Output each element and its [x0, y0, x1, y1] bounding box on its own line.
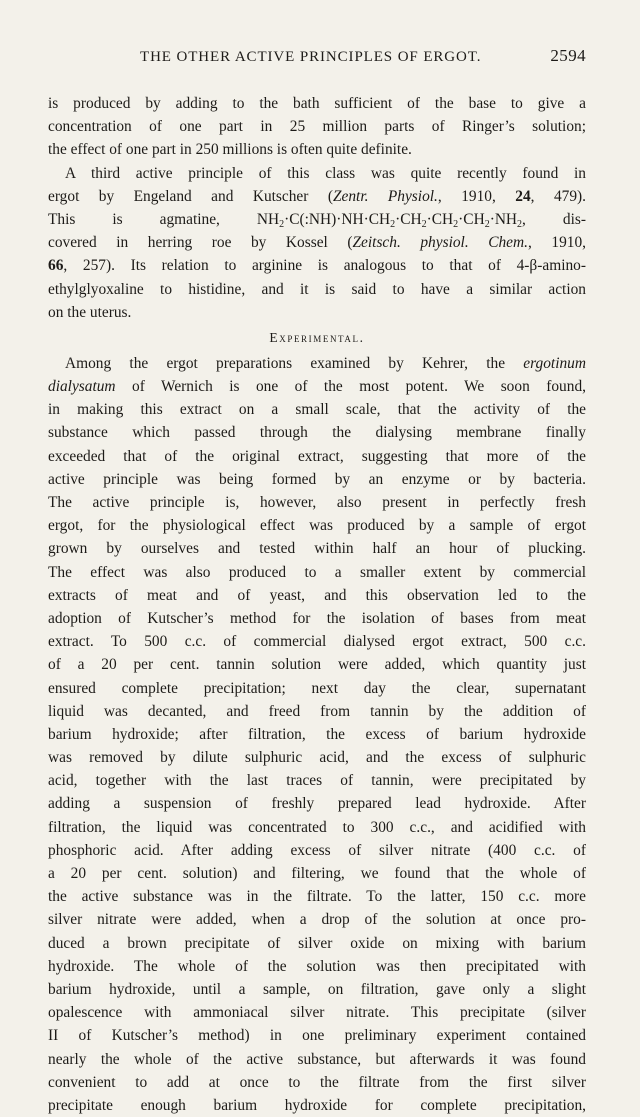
- text-segment: was removed by dilute sulphuric acid, and the excess of sulphuric: [48, 749, 586, 767]
- text-segment: duced a brown precipitate of silver oxide on mixing with barium: [48, 934, 586, 952]
- subscript: 2: [484, 218, 490, 230]
- text-line: [48, 537, 586, 560]
- text-segment: the active substance was in the filtrate. To the latter, 150 c.c. more: [48, 888, 586, 906]
- text-line: [48, 115, 586, 138]
- running-title: THE OTHER ACTIVE PRINCIPLES OF ERGOT.: [140, 49, 482, 65]
- text-line: [48, 607, 586, 630]
- text-segment: filtration, the liquid was concentrated to 300 c.c., and acidified with: [48, 818, 586, 836]
- italic-text: Zentr. Physiol.: [332, 187, 438, 205]
- text-segment: extracts of meat and of yeast, and this observation led to the: [48, 586, 586, 604]
- text-segment: convenient to add at once to the filtrate from the first silver: [48, 1073, 586, 1091]
- text-segment: phosphoric acid. After adding excess of silver nitrate (400 c.c. of: [48, 841, 586, 859]
- page-number: 2594: [550, 46, 586, 65]
- text-line: [48, 700, 586, 723]
- text-segment: ergot, for the physiological effect was produced by a sample of ergot: [48, 517, 586, 535]
- subscript: 2: [453, 218, 459, 230]
- body-text: [48, 92, 586, 1117]
- italic-text: ergotinum: [523, 354, 586, 372]
- text-segment: nearly the whole of the active substance, but afterwards it was found: [48, 1050, 586, 1068]
- text-segment: ergot by Engeland and Kutscher (: [48, 187, 333, 205]
- text-segment: , 1910,: [437, 187, 516, 205]
- text-segment: extract. To 500 c.c. of commercial dialysed ergot extract, 500 c.c.: [48, 633, 586, 651]
- text-line: [48, 723, 586, 746]
- text-segment: on the uterus.: [48, 303, 132, 321]
- text-segment: ensured complete precipitation; next day the clear, supernatant: [48, 679, 586, 697]
- italic-text: Zeitsch. physiol. Chem.: [352, 234, 528, 252]
- text-segment: the effect of one part in 250 millions is often quite definite.: [48, 141, 412, 159]
- text-line: [48, 398, 586, 421]
- text-segment: , 257). Its relation to arginine is analogous to that of 4-β-amino-: [63, 257, 586, 275]
- text-segment: adding a suspension of freshly prepared lead hydroxide. After: [48, 795, 586, 813]
- running-header: [140, 46, 586, 66]
- text-line: [48, 862, 586, 885]
- text-segment: , 1910,: [527, 234, 586, 252]
- text-line: [48, 1024, 586, 1047]
- text-line: [48, 978, 586, 1001]
- text-line: [48, 254, 586, 277]
- text-line: [48, 491, 586, 514]
- text-line: [48, 468, 586, 491]
- text-line: [48, 955, 586, 978]
- text-line: [48, 445, 586, 468]
- text-segment: grown by ourselves and tested within half an hour of plucking.: [48, 540, 586, 558]
- text-line: [48, 932, 586, 955]
- text-segment: of Wernich is one of the most potent. We soon found,: [115, 378, 586, 396]
- text-line: [48, 630, 586, 653]
- text-segment: is produced by adding to the bath sufficient of the base to give a: [48, 95, 586, 112]
- text-segment: barium hydroxide; after filtration, the excess of barium hydroxide: [48, 725, 586, 743]
- text-segment: II of Kutscher’s method) in one preliminary experiment contained: [48, 1027, 586, 1045]
- text-line: [48, 792, 586, 815]
- text-segment: This is agmatine, NH: [48, 210, 280, 228]
- bold-text: 24: [515, 187, 531, 205]
- text-segment: covered in herring roe by Kossel (: [48, 234, 353, 252]
- text-segment: ·CH: [395, 210, 422, 228]
- text-line: [48, 421, 586, 444]
- text-segment: ·NH: [489, 210, 518, 228]
- text-line: [48, 769, 586, 792]
- text-segment: The active principle is, however, also present in perfectly fresh: [48, 494, 586, 511]
- bold-text: 66: [48, 257, 64, 275]
- text-segment: in making this extract on a small scale, that the activity of the: [48, 401, 586, 419]
- text-segment: concentration of one part in 25 million parts of Ringer’s solution;: [48, 118, 586, 136]
- text-segment: exceeded that of the original extract, suggesting that more of the: [48, 447, 586, 465]
- text-line: [48, 746, 586, 769]
- text-segment: Among the ergot preparations examined by Kehrer, the: [65, 354, 524, 372]
- text-segment: ·CH: [426, 210, 454, 228]
- text-segment: , 479).: [530, 187, 587, 205]
- text-segment: ·C(:NH)·NH·CH: [284, 210, 391, 228]
- text-segment: of a 20 per cent. tannin solution were added, which quantity just: [48, 656, 586, 674]
- text-line: [48, 375, 586, 398]
- text-line: [48, 1071, 586, 1094]
- text-segment: silver nitrate were added, when a drop of the solution at once pro-: [48, 911, 586, 929]
- text-line: [48, 208, 586, 231]
- italic-text: dialysatum: [48, 378, 116, 396]
- text-segment: substance which passed through the dialysing membrane finally: [48, 424, 586, 442]
- text-segment: acid, together with the last traces of tannin, were precipitated by: [48, 772, 586, 790]
- section-heading: Experimental.: [269, 329, 365, 345]
- text-line: [48, 584, 586, 607]
- text-line: [48, 352, 586, 375]
- text-segment: The effect was also produced to a smaller extent by commercial: [48, 563, 586, 581]
- text-segment: liquid was decanted, and freed from tannin by the addition of: [48, 702, 586, 720]
- text-segment: ·CH: [458, 210, 485, 228]
- text-line: [48, 278, 586, 301]
- text-segment: adoption of Kutscher’s method for the isolation of bases from meat: [48, 609, 586, 627]
- subscript: 2: [517, 218, 523, 230]
- text-line: [48, 885, 586, 908]
- text-line: [48, 301, 586, 324]
- text-line: [48, 677, 586, 700]
- text-segment: A third active principle of this class was quite recently found in: [65, 164, 586, 182]
- subscript: 2: [390, 218, 396, 230]
- text-line: [48, 908, 586, 931]
- text-line: [48, 816, 586, 839]
- text-line: [48, 561, 586, 584]
- text-segment: ethylglyoxaline to histidine, and it is said to have a similar action: [48, 280, 586, 298]
- text-segment: opalescence with ammoniacal silver nitrate. This precipitate (silver: [48, 1004, 586, 1022]
- text-line: [48, 231, 586, 254]
- text-line: [48, 839, 586, 862]
- subscript: 2: [279, 218, 285, 230]
- text-line: [48, 162, 586, 185]
- text-line: [48, 1094, 586, 1117]
- subscript: 2: [421, 218, 427, 230]
- text-line: [48, 653, 586, 676]
- text-line: [48, 138, 586, 161]
- text-line: [48, 1001, 586, 1024]
- text-segment: hydroxide. The whole of the solution was then precipitated with: [48, 957, 586, 975]
- text-line: [48, 514, 586, 537]
- text-segment: a 20 per cent. solution) and filtering, we found that the whole of: [48, 865, 586, 882]
- text-segment: barium hydroxide, until a sample, on filtration, gave only a slight: [48, 980, 586, 998]
- text-segment: precipitate enough barium hydroxide for complete precipitation,: [48, 1096, 586, 1114]
- text-line: [48, 185, 586, 208]
- text-line: [48, 92, 586, 115]
- text-segment: , dis-: [522, 210, 586, 228]
- text-segment: active principle was being formed by an enzyme or by bacteria.: [48, 470, 586, 488]
